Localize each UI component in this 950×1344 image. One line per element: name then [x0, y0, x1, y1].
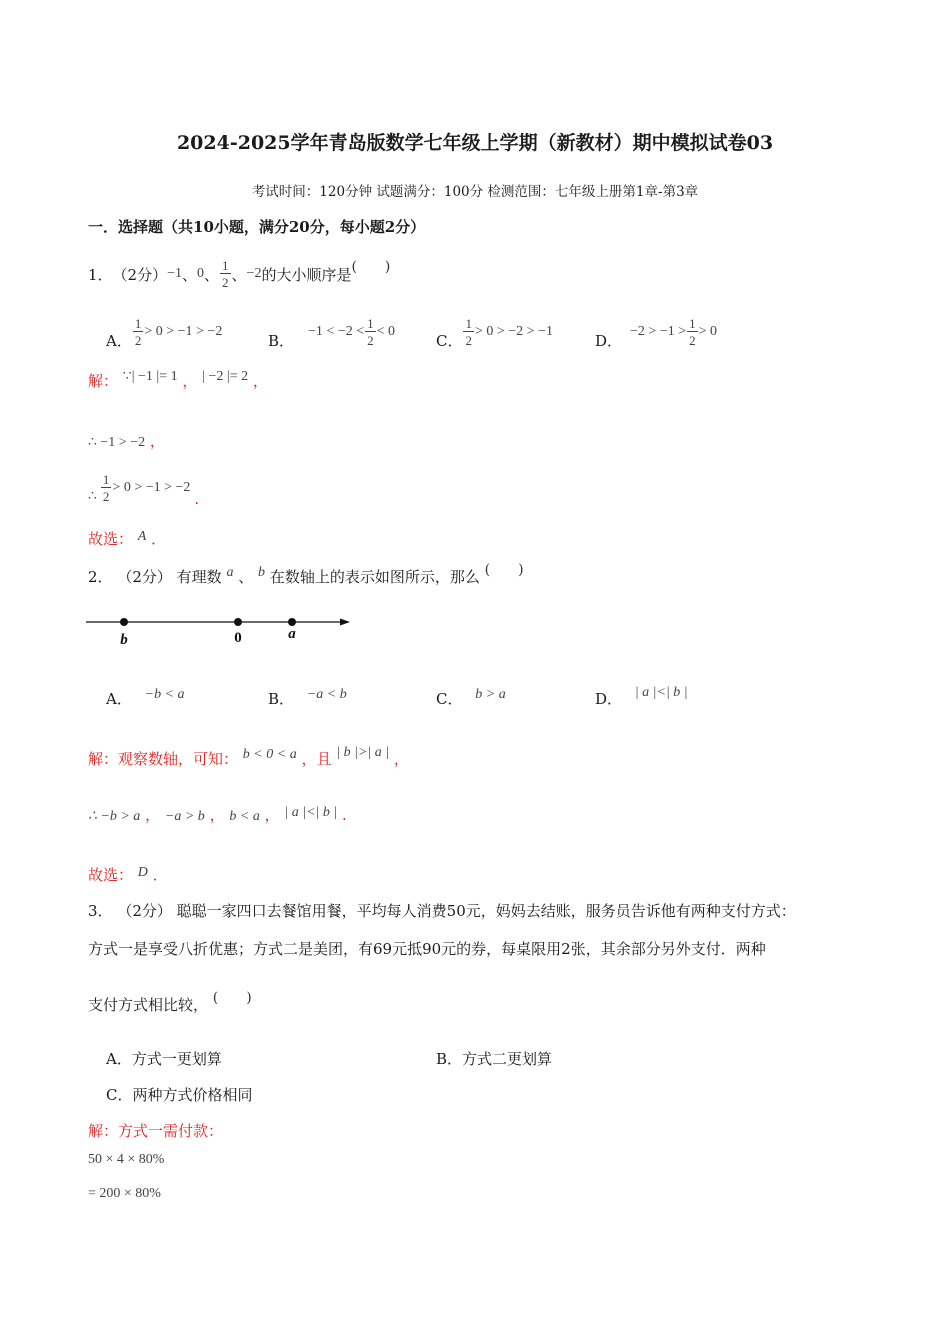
- option-fraction: [687, 317, 698, 347]
- solution-math: > 0 > −1 > −2: [112, 480, 191, 495]
- fraction-denominator: 2: [222, 275, 229, 290]
- fraction-numerator: 1: [465, 316, 472, 331]
- fraction-denominator: 2: [134, 333, 142, 348]
- q1-option-a-label: A．: [106, 331, 132, 350]
- fraction-numerator: 1: [222, 258, 229, 273]
- fraction-denominator: 2: [465, 333, 472, 348]
- q1-option-a: [106, 310, 222, 354]
- q2-option-b: [268, 688, 347, 709]
- q1-value-1: −1: [167, 266, 182, 281]
- q1-stem: [88, 252, 390, 296]
- solution-math: | a |<| b |: [284, 805, 338, 820]
- option-fraction: [463, 317, 474, 347]
- answer-label: 故选：: [88, 530, 134, 548]
- solution-math: ∵| −1 |= 1: [122, 369, 178, 384]
- q3-option-a: A．方式一更划算: [106, 1050, 222, 1068]
- fraction-denominator: 2: [367, 333, 374, 348]
- q1-value-3-fraction: [220, 259, 231, 289]
- q2-option-d-label: D．: [595, 690, 623, 708]
- answer-period: ．: [152, 866, 168, 884]
- q2-option-d-text: | a |<| b |: [634, 685, 688, 700]
- q1-value-2: 0: [197, 266, 205, 281]
- q3-score: （2分）: [117, 902, 172, 920]
- q1-option-b-head: −1 < −2 <: [308, 324, 365, 339]
- solution-math: b < a: [229, 809, 260, 824]
- q1-option-b-label: B．: [268, 331, 295, 350]
- q2-stem-a: 有理数: [176, 568, 222, 586]
- q2-score: （2分）: [117, 568, 172, 586]
- q3-option-b: B．方式二更划算: [436, 1050, 553, 1068]
- solution-period: .: [342, 806, 347, 824]
- q1-option-d-tail: > 0: [698, 324, 718, 339]
- option-fraction: [365, 317, 376, 347]
- q3-answer-blank: ( ): [212, 990, 252, 1006]
- solution-comma: ，: [149, 432, 165, 450]
- q2-solution-line-2: [88, 804, 347, 825]
- q2-solution-line-1: [88, 745, 409, 769]
- q3-option-c: C．两种方式价格相同: [106, 1086, 253, 1104]
- solution-comma: ，: [182, 372, 198, 390]
- solution-comma: ，: [209, 806, 225, 824]
- q1-sep-2: 、: [204, 265, 220, 284]
- point-zero: [234, 618, 242, 626]
- solution-comma: ，: [264, 806, 280, 824]
- q3-solution-line-2: = 200 × 80%: [88, 1186, 161, 1201]
- fraction-numerator: 1: [367, 316, 374, 331]
- q3-number: 3．: [88, 902, 113, 920]
- q3-solution-line-1: 50 × 4 × 80%: [88, 1152, 165, 1167]
- q2-option-d: [595, 685, 688, 709]
- q2-option-a: [106, 688, 185, 709]
- q2-stem-b: 在数轴上的表示如图所示，那么: [269, 568, 480, 586]
- option-fraction: [133, 317, 144, 347]
- solution-math: | −2 |= 2: [202, 369, 249, 384]
- therefore-symbol: ∴: [88, 488, 97, 504]
- solution-fraction: [101, 473, 112, 503]
- q1-option-c: [436, 310, 553, 354]
- q1-value-4: −2: [246, 266, 262, 281]
- q3-stem-line-3: [88, 990, 252, 1015]
- section-title: 一．选择题（共10小题，满分20分，每小题2分）: [88, 218, 426, 236]
- q1-solution-line-3: [88, 466, 199, 510]
- fraction-numerator: 1: [689, 316, 696, 331]
- q1-option-d-label: D．: [595, 331, 623, 350]
- point-b: [120, 618, 128, 626]
- solution-math: ∴ −b > a: [88, 809, 141, 824]
- q1-solution-line-1: [88, 370, 268, 391]
- q1-option-b-tail: < 0: [376, 324, 396, 339]
- q2-option-b-text: −a < b: [306, 687, 347, 702]
- q1-answer-blank: ( ): [351, 259, 391, 275]
- q1-answer: [88, 528, 166, 549]
- solution-comma: ，: [252, 372, 268, 390]
- q2-option-c: [436, 688, 506, 709]
- answer-label: 故选：: [88, 866, 134, 884]
- solution-math: | b |>| a |: [336, 745, 390, 760]
- q2-answer-blank: ( ): [484, 562, 524, 578]
- q1-option-c-label: C．: [436, 331, 463, 350]
- label-b: b: [120, 632, 128, 648]
- q2-answer: [88, 864, 168, 885]
- q2-var-b: b: [258, 565, 266, 580]
- q3-solution-label: 解：方式一需付款：: [88, 1122, 224, 1140]
- label-zero: 0: [234, 630, 242, 646]
- q2-option-c-text: b > a: [475, 687, 506, 702]
- q3-stem-line-2: 方式一是享受八折优惠；方式二是美团，有69元抵90元的券，每桌限用2张，其余部分另外支付．两种: [88, 940, 766, 958]
- fraction-denominator: 2: [689, 333, 696, 348]
- page-title: 2024-2025学年青岛版数学七年级上学期（新教材）期中模拟试卷03: [176, 132, 774, 154]
- answer-value: A: [137, 529, 147, 544]
- number-line: [84, 606, 354, 650]
- q2-number: 2．: [88, 568, 113, 586]
- label-a: a: [288, 626, 296, 642]
- solution-comma: ，: [145, 806, 161, 824]
- point-a: [288, 618, 296, 626]
- q3-stem-line-1: [88, 900, 796, 921]
- solution-comma: ，: [393, 750, 409, 768]
- solution-label: 解：: [88, 372, 119, 390]
- solution-and: ，且: [301, 750, 332, 768]
- q3-stem-text-1: 聪聪一家四口去餐馆用餐，平均每人消费50元，妈妈去结账，服务员告诉他有两种支付方式：: [176, 902, 796, 920]
- q1-option-d-head: −2 > −1 >: [630, 324, 687, 339]
- q1-sep-1: 、: [182, 265, 198, 284]
- q1-score: （2分）: [112, 265, 168, 284]
- solution-label: 解：观察数轴，可知：: [88, 750, 239, 768]
- answer-value: D: [137, 865, 148, 880]
- fraction-numerator: 1: [102, 472, 110, 487]
- q2-option-c-label: C．: [436, 690, 463, 708]
- exam-info: 考试时间：120分钟 试题满分：100分 检测范围：七年级上册第1章-第3章: [251, 184, 699, 200]
- q2-var-a: a: [226, 565, 234, 580]
- number-line-arrow: [340, 619, 350, 626]
- solution-period: .: [194, 490, 200, 508]
- q1-sep-3: 、: [231, 265, 247, 284]
- q1-number: 1．: [88, 265, 113, 284]
- solution-math: b < 0 < a: [242, 747, 297, 762]
- q2-sep: 、: [238, 568, 254, 586]
- q1-option-b: [268, 310, 395, 354]
- fraction-numerator: 1: [134, 316, 142, 331]
- solution-math: ∴ −1 > −2: [88, 435, 146, 450]
- fraction-denominator: 2: [102, 489, 110, 504]
- q2-option-a-label: A．: [106, 690, 132, 708]
- q3-stem-text-3: 支付方式相比较，: [88, 996, 209, 1014]
- q1-stem-tail: 的大小顺序是: [261, 265, 352, 284]
- q1-option-a-text: > 0 > −1 > −2: [144, 324, 223, 339]
- q2-stem: [88, 562, 524, 587]
- q1-option-d: [595, 310, 717, 354]
- q2-option-b-label: B．: [268, 690, 295, 708]
- q1-solution-line-2: [88, 430, 165, 451]
- answer-period: ．: [151, 530, 167, 548]
- solution-math: −a > b: [164, 809, 205, 824]
- q2-option-a-text: −b < a: [144, 687, 185, 702]
- q1-option-c-text: > 0 > −2 > −1: [474, 324, 553, 339]
